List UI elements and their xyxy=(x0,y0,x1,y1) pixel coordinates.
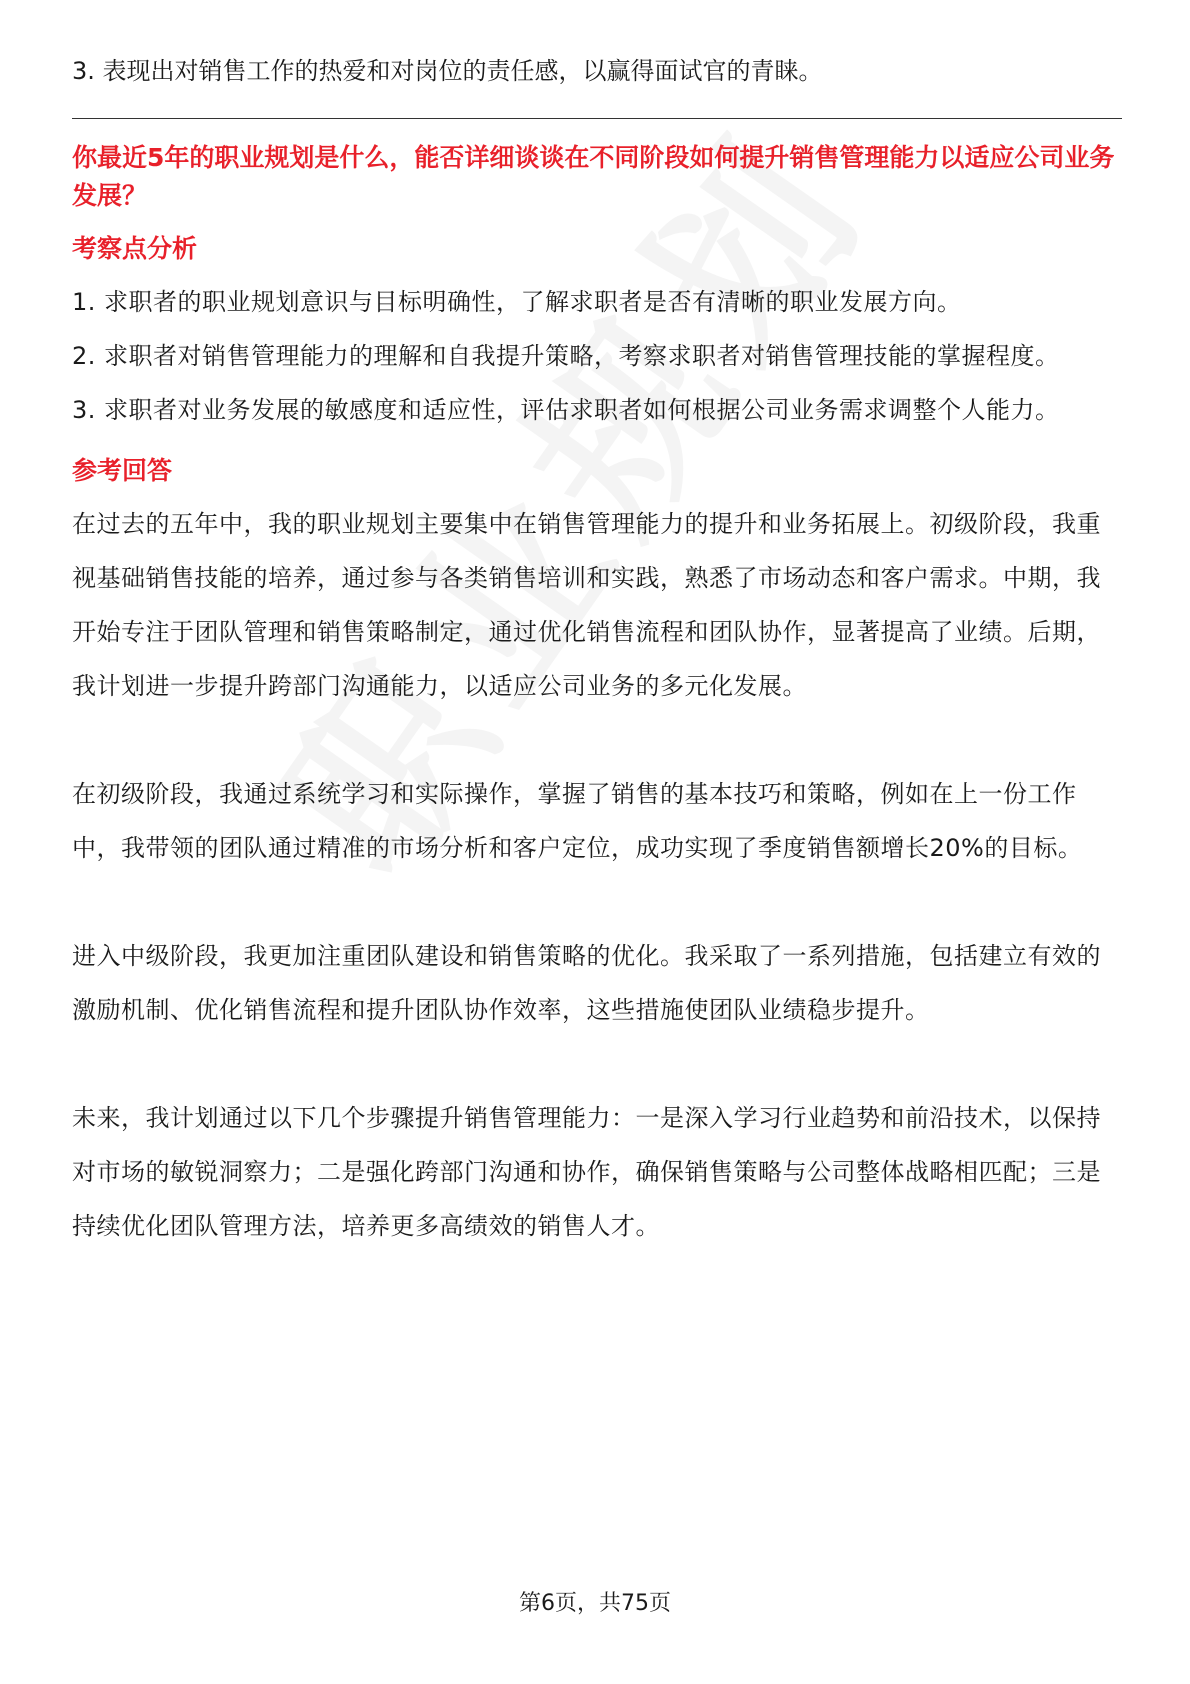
analysis-list xyxy=(72,275,1122,437)
answer-paragraph: 进入中级阶段，我更加注重团队建设和销售策略的优化。我采取了一系列措施，包括建立有效的激励机制、优化销售流程和提升团队协作效率，这些措施使团队业绩稳步提升。 xyxy=(72,942,1101,1024)
previous-answer-item: 3. 表现出对销售工作的热爱和对岗位的责任感，以赢得面试官的青睐。 xyxy=(72,57,823,85)
answer-heading: 参考回答 xyxy=(72,456,173,485)
analysis-item: 2. 求职者对销售管理能力的理解和自我提升策略，考察求职者对销售管理技能的掌握程度。 xyxy=(72,342,1060,370)
analysis-heading: 考察点分析 xyxy=(72,234,198,263)
analysis-item: 1. 求职者的职业规划意识与目标明确性，了解求职者是否有清晰的职业发展方向。 xyxy=(72,288,962,316)
answer-paragraph: 在初级阶段，我通过系统学习和实际操作，掌握了销售的基本技巧和策略，例如在上一份工作中，我带领的团队通过精准的市场分析和客户定位，成功实现了季度销售额增长20%的目标。 xyxy=(72,780,1083,862)
page-number-footer: 第6页，共75页 xyxy=(519,1591,671,1616)
analysis-item: 3. 求职者对业务发展的敏感度和适应性，评估求职者如何根据公司业务需求调整个人能力。 xyxy=(72,396,1060,424)
answer-paragraph: 未来，我计划通过以下几个步骤提升销售管理能力：一是深入学习行业趋势和前沿技术，以保持对市场的敏锐洞察力；二是强化跨部门沟通和协作，确保销售策略与公司整体战略相匹配；三是持续优化团队管理方法，培养更多高绩效的销售人才。 xyxy=(72,1104,1101,1240)
interview-question: 你最近5年的职业规划是什么，能否详细谈谈在不同阶段如何提升销售管理能力以适应公司业务发展？ xyxy=(72,143,1115,210)
answer-paragraph: 在过去的五年中，我的职业规划主要集中在销售管理能力的提升和业务拓展上。初级阶段，我重视基础销售技能的培养，通过参与各类销售培训和实践，熟悉了市场动态和客户需求。中期，我开始专注于团队管理和销售策略制定，通过优化销售流程和团队协作，显著提高了业绩。后期，我计划进一步提升跨部门沟通能力，以适应公司业务的多元化发展。 xyxy=(72,510,1101,700)
page-content xyxy=(72,44,1122,1253)
answer-body xyxy=(72,497,1122,1253)
section-divider xyxy=(72,118,1122,119)
